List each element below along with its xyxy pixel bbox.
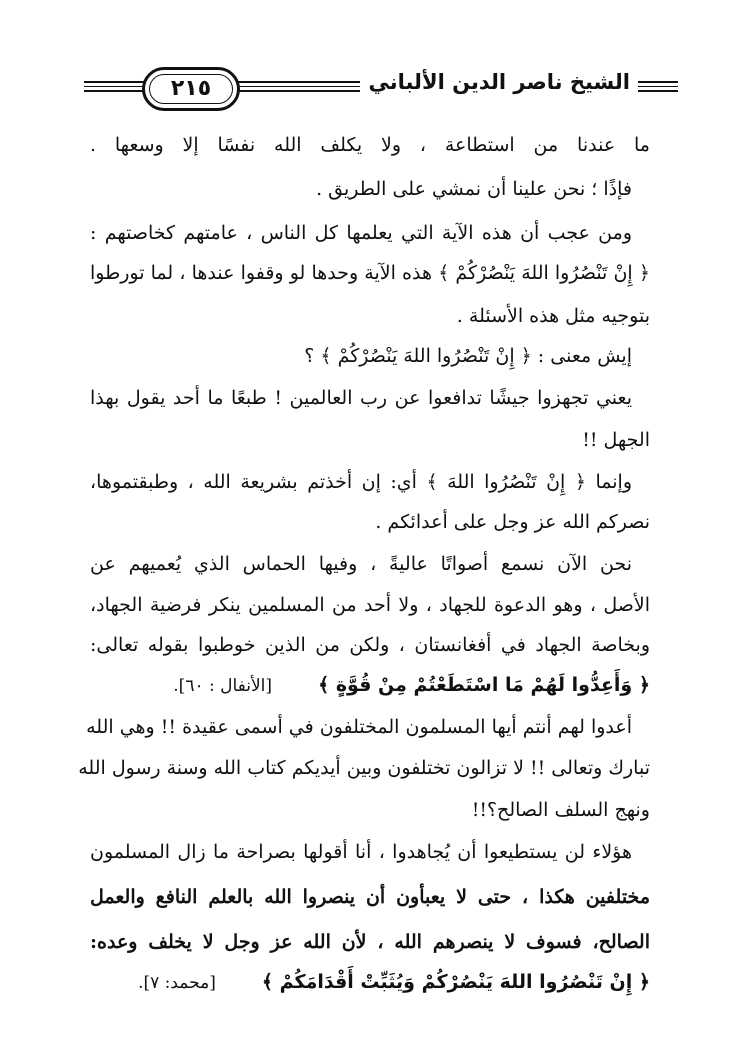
page-number-badge bbox=[142, 67, 240, 111]
text-line: بتوجيه مثل هذه الأسئلة . bbox=[456, 305, 650, 327]
text-line: ﴿ إِنْ تَنْصُرُوا اللهَ يَنْصُرْكُمْ ﴾ هذه الآية وحدها لو وقفوا عندها ، لما تورطوا bbox=[90, 262, 650, 284]
text-line: ما عندنا من استطاعة ، ولا يكلف الله نفسًا إلا وسعها . bbox=[90, 134, 650, 156]
text-line: هؤلاء لن يستطيعوا أن يُجاهدوا ، أنا أقولها بصراحة ما زال المسلمون bbox=[90, 841, 632, 863]
text-line: الجهل !! bbox=[582, 429, 650, 451]
page-number-frame bbox=[149, 74, 233, 104]
text-line: نحن الآن نسمع أصواتًا عاليةً ، وفيها الحماس الذي يُعميهم عن bbox=[90, 553, 632, 575]
text-line: إيش معنى : ﴿ إِنْ تَنْصُرُوا اللهَ يَنْصُرْكُمْ ﴾ ؟ bbox=[304, 345, 632, 367]
verse-line bbox=[90, 671, 650, 700]
verse-reference: [الأنفال : ٦٠]. bbox=[173, 676, 273, 696]
text-line: مختلفين هكذا ، حتى لا يعبأون أن ينصروا الله بالعلم النافع والعمل bbox=[90, 886, 650, 908]
header-title: الشيخ ناصر الدين الألباني bbox=[360, 70, 638, 94]
text-line: ونهج السلف الصالح؟!! bbox=[471, 799, 650, 821]
text-line: فإذًا ؛ نحن علينا أن نمشي على الطريق . bbox=[316, 178, 632, 200]
page-number: ٢١٥ bbox=[170, 76, 212, 101]
text-line: يعني تجهزوا جيشًا تدافعوا عن رب العالمين ! طبعًا ما أحد يقول بهذا bbox=[90, 387, 632, 409]
verse-line bbox=[90, 968, 650, 997]
text-line: الأصل ، وهو الدعوة للجهاد ، ولا أحد من المسلمين ينكر فرضية الجهاد، bbox=[90, 594, 650, 616]
text-line: نصركم الله عز وجل على أعدائكم . bbox=[375, 511, 650, 533]
verse-reference: [محمد: ٧]. bbox=[138, 973, 216, 993]
text-line: الصالح، فسوف لا ينصرهم الله ، لأن الله عز وجل لا يخلف وعده: bbox=[90, 931, 650, 953]
text-line: أعدوا لهم أنتم أيها المسلمون المختلفون في أسمى عقيدة !! وهي الله bbox=[86, 716, 632, 738]
text-line: تبارك وتعالى !! لا تزالون تختلفون وبين أيديكم كتاب الله وسنة رسول الله bbox=[78, 757, 650, 779]
page-header bbox=[84, 66, 678, 110]
quran-verse: ﴿ وَأَعِدُّوا لَهُمْ مَا اسْتَطَعْتُمْ مِنْ قُوَّةٍ ﴾ bbox=[318, 674, 650, 696]
text-line: وبخاصة الجهاد في أفغانستان ، ولكن من الذين خوطبوا بقوله تعالى: bbox=[90, 634, 650, 656]
quran-verse: ﴿ إِنْ تَنْصُرُوا اللهَ يَنْصُرْكُمْ وَيُثَبِّتْ أَقْدَامَكُمْ ﴾ bbox=[261, 971, 650, 993]
text-line: وإنما ﴿ إِنْ تَنْصُرُوا اللهَ ﴾ أي: إن أخذتم بشريعة الله ، وطبقتموها، bbox=[90, 471, 632, 493]
text-line: ومن عجب أن هذه الآية التي يعلمها كل الناس ، عامتهم كخاصتهم : bbox=[90, 222, 632, 244]
